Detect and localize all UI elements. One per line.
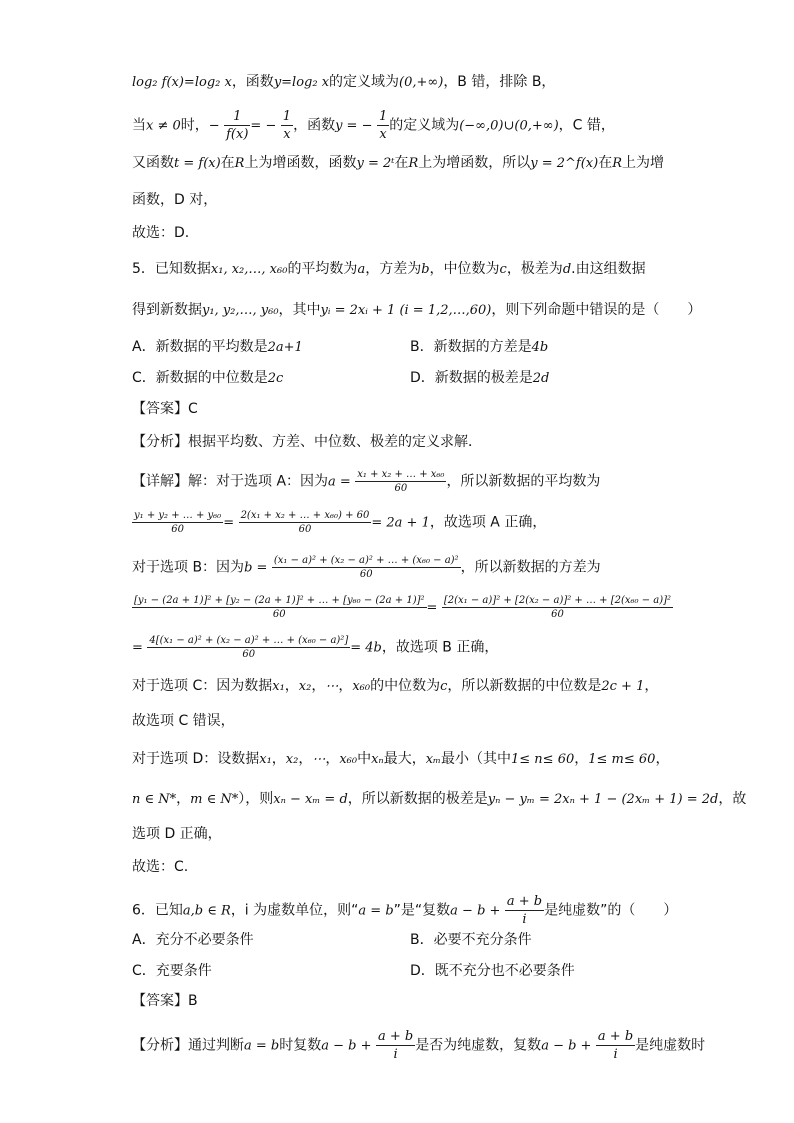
text: ，故选项 B 正确， [381, 639, 499, 656]
numerator: 4[(x₁ − a)² + (x₂ − a)² + … + (x₆₀ − a)²] [149, 635, 349, 646]
q6-answer [132, 991, 198, 1011]
math: b [421, 262, 430, 277]
fraction [281, 108, 293, 143]
text: ， [574, 751, 589, 767]
math: 2c [267, 371, 284, 386]
math: yₙ − yₘ = 2xₙ + 1 − (2xₘ + 1) = 2d [487, 792, 719, 807]
math: a − b + [450, 903, 501, 919]
numerator: x₁ + x₂ + … + x₆₀ [357, 469, 445, 480]
math: x₁ [259, 752, 272, 767]
math: 2a+1 [267, 340, 303, 355]
numerator: y₁ + y₂ + … + y₆₀ [134, 510, 222, 521]
denominator: 60 [551, 609, 564, 620]
math: a = [328, 474, 351, 490]
denominator: 60 [272, 609, 286, 620]
text: ，i 为虚数单位，则“ [230, 902, 359, 919]
numerator: 1 [282, 109, 292, 124]
text: 对于选项 C：因为数据 [132, 678, 273, 694]
math: xₙ − xₘ = d [273, 792, 348, 807]
math: yᵢ = 2xᵢ + 1 (i = 1,2,…,60) [320, 303, 492, 318]
math: a [357, 262, 366, 277]
text: ，方差为 [365, 261, 422, 277]
q5-stem-line-1 [132, 259, 646, 280]
q5-answer [132, 399, 198, 419]
math: x₁ [272, 679, 285, 694]
numerator: (x₁ − a)² + (x₂ − a)² + … + (x₆₀ − a)² [273, 555, 459, 566]
text: 上为增函数，函数 [244, 155, 357, 171]
math: y = 2^f(x) [530, 156, 599, 171]
fraction [505, 893, 544, 928]
analysis-tag: 【分析】 [132, 1037, 188, 1054]
q5-detail-line-6 [132, 676, 658, 697]
solution-line-2 [132, 108, 615, 143]
text: 得到新数据 [132, 302, 202, 318]
text: ，所以新数据的极差是 [347, 791, 488, 807]
solution-line-3 [132, 153, 664, 174]
numerator: 1 [378, 109, 388, 124]
numerator: [y₁ − (2a + 1)]² + [y₂ − (2a + 1)]² + … + [y₆₀ − (2a + 1)]² [134, 595, 425, 606]
denominator: x [379, 127, 387, 142]
text: ，所以新数据的平均数为 [446, 473, 601, 490]
q5-analysis [132, 432, 482, 452]
solution-line-4: 函数，D 对， [132, 192, 218, 208]
math: (−∞,0)∪(0,+∞) [459, 118, 559, 134]
math: y = 2ᵗ [356, 156, 395, 171]
text: ，则下列命题中错误的是（ ） [491, 302, 702, 318]
denominator: i [613, 1047, 618, 1062]
fraction [376, 1028, 415, 1063]
math: a,b ∈ R [182, 903, 231, 919]
numerator: 2(x₁ + x₂ + … + x₆₀) + 60 [240, 510, 370, 521]
math: R [408, 156, 419, 171]
text: ，其中 [278, 302, 321, 318]
math: d [562, 262, 572, 277]
math: y₁, y₂,…, y₆₀ [202, 303, 279, 318]
text: ，所以新数据的中位数是 [447, 678, 602, 694]
math: = 4b [350, 640, 382, 656]
text: B．新数据的方差是 [410, 339, 532, 355]
q5-detail-line-8 [132, 749, 669, 770]
text: ，故选项 A 正确， [429, 514, 547, 531]
math: log₂ f(x)=log₂ x [132, 75, 232, 90]
text: ，所以新数据的方差为 [460, 559, 601, 576]
fraction [272, 554, 461, 581]
text: ，B 错，排除 B， [443, 74, 556, 90]
q6-option-d[interactable]: D．既不充分也不必要条件 [410, 963, 575, 979]
math: xₘ [425, 752, 442, 767]
analysis-text: 根据平均数、方差、中位数、极差的定义求解． [188, 434, 482, 450]
math: a − b + [321, 1038, 372, 1054]
fraction [442, 594, 673, 621]
fraction [355, 468, 446, 495]
math: R [612, 156, 622, 171]
text: 6．已知 [132, 902, 183, 919]
text: 最大， [383, 751, 426, 767]
math: x₁, x₂,…, x₆₀ [210, 262, 288, 277]
math: xₙ [371, 752, 384, 767]
text: ，函数 [231, 74, 274, 90]
text: ，极差为 [506, 261, 563, 277]
text: 的中位数为 [370, 678, 441, 694]
text: ， [284, 678, 299, 694]
text: ），则 [238, 791, 274, 807]
text: 上为增 [622, 155, 664, 171]
answer-tag: 【答案】 [132, 401, 188, 417]
text: 通过判断 [188, 1037, 244, 1054]
math: x₆₀ [352, 679, 371, 694]
text: D．新数据的极差是 [410, 370, 533, 386]
q5-option-d[interactable] [410, 368, 549, 389]
numerator: a + b [597, 1029, 634, 1044]
text: 是否为纯虚数，复数 [415, 1037, 542, 1054]
text: 上为增函数，所以 [418, 155, 531, 171]
q6-option-a[interactable]: A．充分不必要条件 [132, 932, 254, 948]
math: − [208, 118, 220, 134]
fraction [224, 108, 250, 143]
text: 时复数 [279, 1037, 322, 1054]
math: a = b [358, 903, 394, 919]
text: ，中位数为 [429, 261, 500, 277]
math: y=log₂ x [273, 75, 330, 90]
text: .由这组数据 [571, 261, 646, 277]
text: ，故 [718, 791, 747, 807]
denominator: 60 [242, 649, 256, 660]
math: n ∈ N* [132, 792, 177, 807]
math: a = b [244, 1038, 280, 1054]
q6-option-c[interactable]: C．充要条件 [132, 963, 212, 979]
solution-line-1 [132, 72, 555, 93]
text: ， [325, 751, 340, 767]
math: 4b [531, 340, 549, 355]
analysis-tag: 【分析】 [132, 434, 188, 450]
q5-option-b[interactable] [410, 337, 548, 358]
text: 最小（其中 [441, 751, 512, 767]
text: 又函数 [132, 155, 174, 171]
text: 在 [220, 155, 235, 171]
q5-stem-line-2 [132, 300, 701, 321]
q5-detail-line-10: 选项 D 正确， [132, 826, 222, 842]
text: C．新数据的中位数是 [132, 370, 268, 386]
fraction [147, 634, 350, 661]
q5-detail-line-11: 故选：C. [132, 859, 189, 875]
math: = − [250, 118, 277, 134]
math: x ≠ 0 [146, 118, 181, 134]
text: ，C 错， [558, 117, 615, 134]
q6-analysis [132, 1028, 705, 1063]
text: A．新数据的平均数是 [132, 339, 268, 355]
math: m ∈ N* [190, 792, 239, 807]
math: 2c + 1 [601, 679, 645, 694]
answer-value: B [188, 993, 198, 1009]
numerator: 1 [224, 108, 250, 126]
text: 在 [394, 155, 409, 171]
math: R [234, 156, 245, 171]
text: 中 [357, 751, 372, 767]
fraction [132, 594, 427, 621]
text: ， [655, 751, 670, 767]
q5-detail-line-2 [132, 509, 546, 536]
math: ⋯ [325, 679, 339, 694]
denominator: i [522, 912, 527, 927]
text: 是纯虚数”的（ ） [544, 902, 678, 919]
text: 的定义域为 [389, 117, 460, 134]
denominator: 60 [394, 483, 408, 494]
q5-detail-line-9 [132, 789, 746, 810]
q5-option-c[interactable] [132, 368, 283, 389]
math: c [499, 262, 507, 277]
math: (0,+∞) [399, 75, 444, 90]
math: ⋯ [312, 752, 326, 767]
math: = [223, 515, 235, 531]
math: t = f(x) [174, 156, 221, 171]
q5-detail-line-4 [132, 594, 673, 621]
fraction [132, 509, 223, 536]
denominator: 60 [171, 524, 184, 535]
fraction [377, 108, 389, 143]
numerator: a + b [377, 1029, 414, 1044]
text: 对于选项 B：因为 [132, 559, 245, 576]
denominator: x [283, 127, 291, 142]
math: 1≤ n≤ 60 [511, 752, 575, 767]
text: ， [298, 751, 313, 767]
q5-detail-line-1 [132, 468, 600, 495]
answer-value: C [188, 401, 198, 417]
solution-line-5: 故选：D. [132, 225, 190, 241]
text: ， [311, 678, 326, 694]
q5-detail-line-5 [132, 634, 498, 661]
text: ，函数 [293, 117, 336, 134]
fraction [239, 509, 372, 536]
text: 在 [598, 155, 613, 171]
text: ， [644, 678, 659, 694]
text: 的平均数为 [287, 261, 358, 277]
answer-tag: 【答案】 [132, 993, 188, 1009]
math: b = [244, 560, 268, 576]
denominator: 60 [298, 524, 312, 535]
text: 对于选项 D：设数据 [132, 751, 260, 767]
math: = [132, 640, 143, 656]
text: 5．已知数据 [132, 261, 211, 277]
text: ， [176, 791, 191, 807]
math: 1≤ m≤ 60 [588, 752, 656, 767]
math: y = − [335, 118, 373, 134]
denominator: 60 [359, 569, 373, 580]
math: c [440, 679, 448, 694]
text: 时， [180, 117, 209, 134]
numerator: a + b [506, 894, 543, 909]
text: 是纯虚数时 [635, 1037, 706, 1054]
math: a − b + [541, 1038, 592, 1054]
math: = 2a + 1 [371, 515, 430, 531]
q5-option-a[interactable] [132, 337, 303, 358]
math: 2d [532, 371, 550, 386]
q6-stem [132, 893, 677, 928]
q6-option-b[interactable]: B．必要不充分条件 [410, 932, 532, 948]
q5-detail-line-7: 故选项 C 错误， [132, 713, 235, 729]
denominator: f(x) [226, 127, 249, 142]
text: 的定义域为 [329, 74, 400, 90]
text: 当 [132, 117, 146, 134]
text: 解：对于选项 A：因为 [188, 473, 329, 490]
fraction [596, 1028, 635, 1063]
q5-detail-line-3 [132, 554, 601, 581]
text: ， [271, 751, 286, 767]
numerator: [2(x₁ − a)]² + [2(x₂ − a)]² + … + [2(x₆₀ − a)]² [443, 595, 672, 606]
math: x₆₀ [339, 752, 358, 767]
denominator: i [393, 1047, 398, 1062]
math: = [426, 600, 438, 616]
math: x₂ [285, 752, 299, 767]
text: ， [338, 678, 353, 694]
detail-tag: 【详解】 [132, 473, 188, 490]
text: ”是“复数 [393, 902, 451, 919]
math: x₂ [298, 679, 312, 694]
